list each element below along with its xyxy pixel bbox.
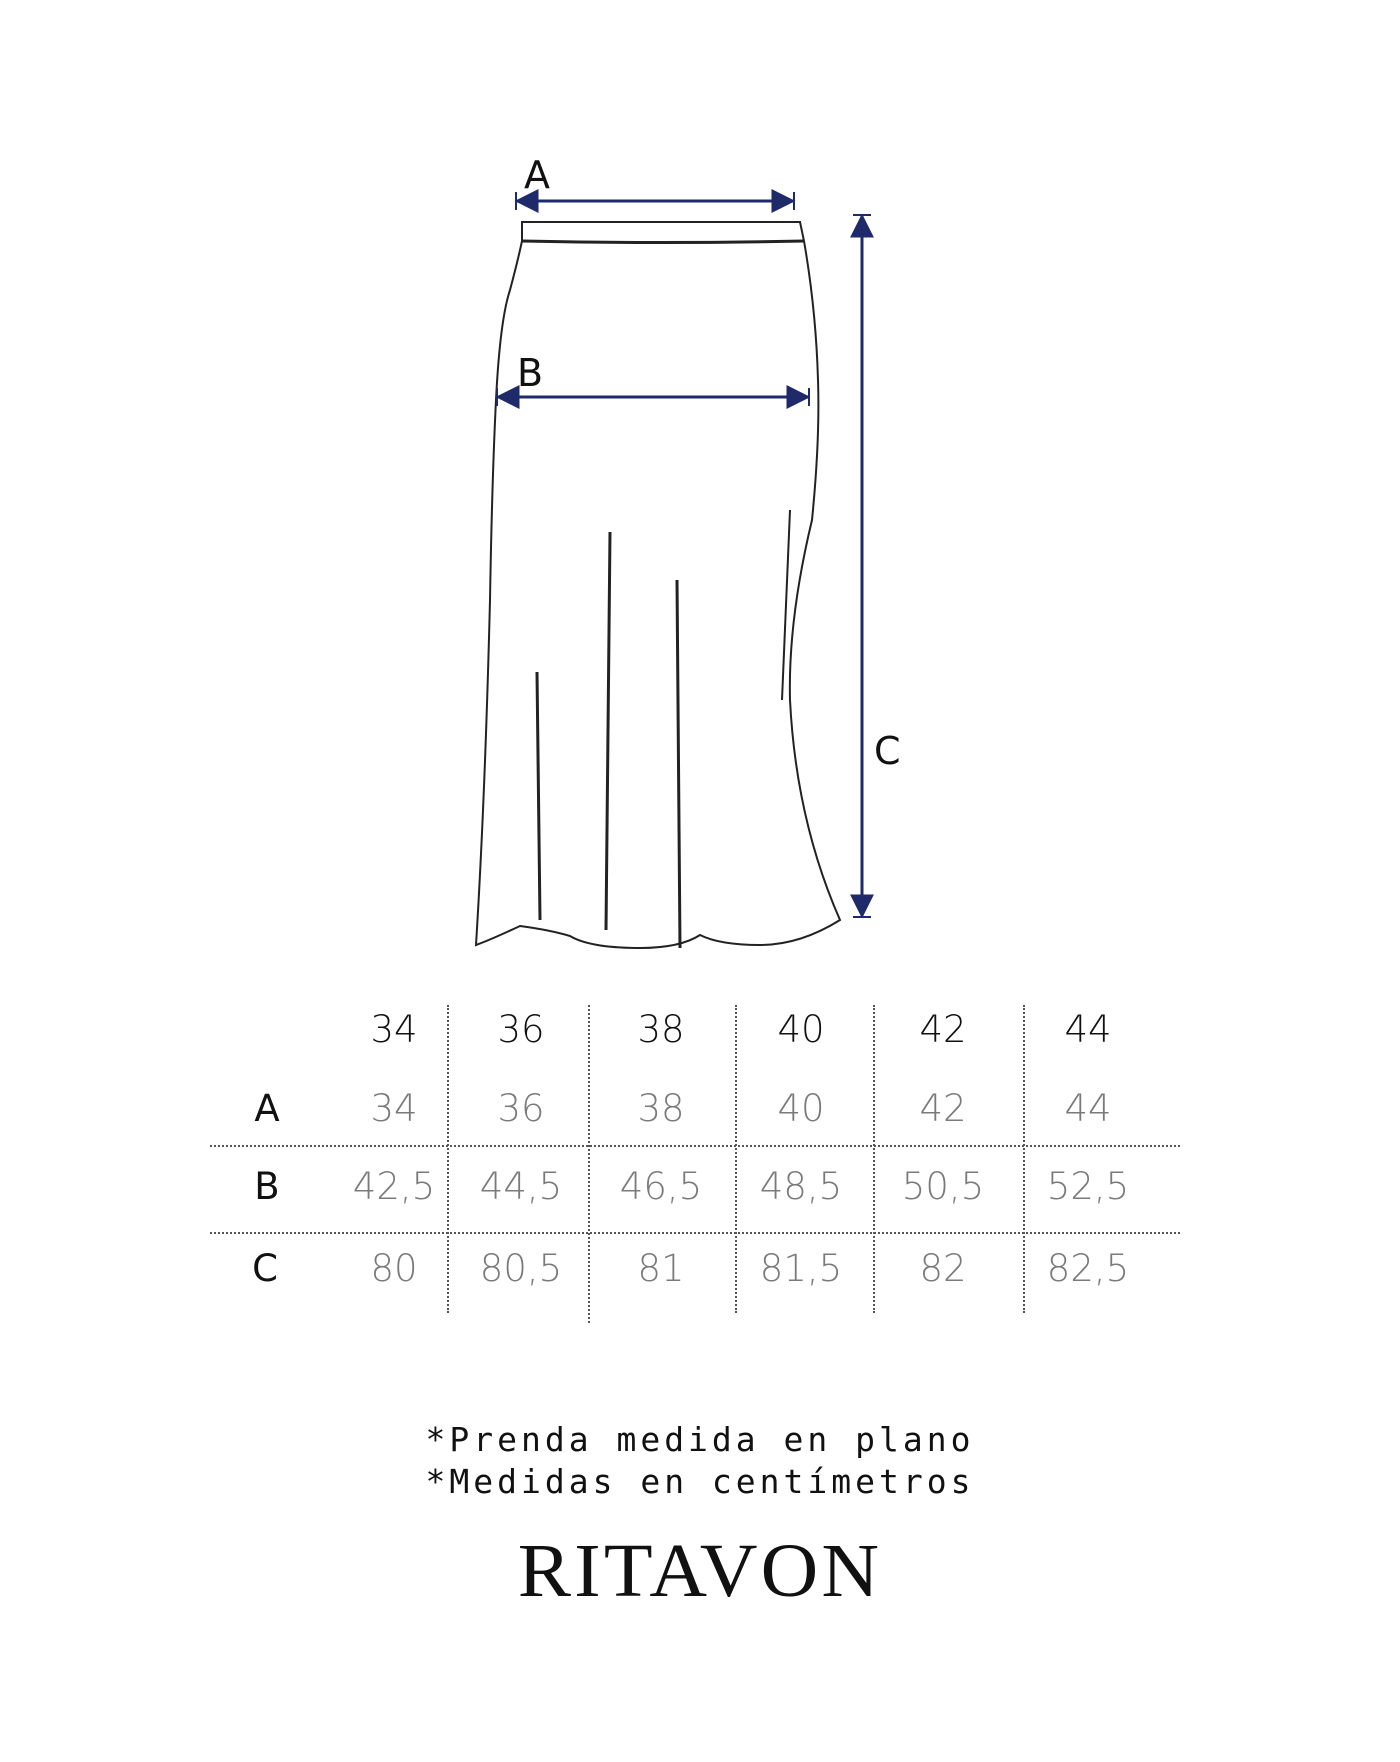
column-divider [447,1005,449,1313]
dimension-b-label: B [517,351,544,395]
column-divider [735,1005,737,1313]
row-divider [210,1232,1180,1234]
table-cell: 42,5 [352,1165,436,1208]
size-header: 44 [1064,1008,1112,1051]
panel-seam [677,580,680,948]
column-divider [588,1005,590,1323]
table-cell: 42 [919,1087,967,1130]
table-cell: 81,5 [759,1247,843,1290]
size-header: 40 [777,1008,825,1051]
size-header: 34 [370,1008,418,1051]
panel-seam [537,672,540,920]
column-divider [1023,1005,1025,1313]
row-label-b: B [254,1165,280,1208]
table-cell: 34 [370,1087,418,1130]
column-divider [873,1005,875,1313]
table-cell: 50,5 [901,1165,985,1208]
table-cell: 38 [637,1087,685,1130]
table-cell: 52,5 [1046,1165,1130,1208]
size-header: 38 [637,1008,685,1051]
table-cell: 36 [497,1087,545,1130]
table-cell: 40 [777,1087,825,1130]
table-cell: 81 [637,1247,685,1290]
panel-seam [782,510,790,700]
table-cell: 80 [370,1247,418,1290]
table-cell: 82 [919,1247,967,1290]
row-label-c: C [252,1247,278,1290]
table-cell: 48,5 [759,1165,843,1208]
note-flat-measure: *Prenda medida en plano [425,1420,975,1459]
skirt-outline [476,222,840,948]
table-cell: 82,5 [1046,1247,1130,1290]
table-cell: 44,5 [479,1165,563,1208]
note-units: *Medidas en centímetros [425,1462,975,1501]
brand-logo: RITAVON [517,1529,883,1613]
waistband-line [522,241,804,243]
panel-seam [606,532,610,930]
table-cell: 44 [1064,1087,1112,1130]
row-label-a: A [254,1087,280,1130]
row-divider [210,1145,1180,1147]
dimension-c-label: C [874,729,901,773]
table-cell: 80,5 [479,1247,563,1290]
table-cell: 46,5 [619,1165,703,1208]
size-header: 36 [497,1008,545,1051]
size-header: 42 [919,1008,967,1051]
dimension-a-label: A [524,153,550,197]
